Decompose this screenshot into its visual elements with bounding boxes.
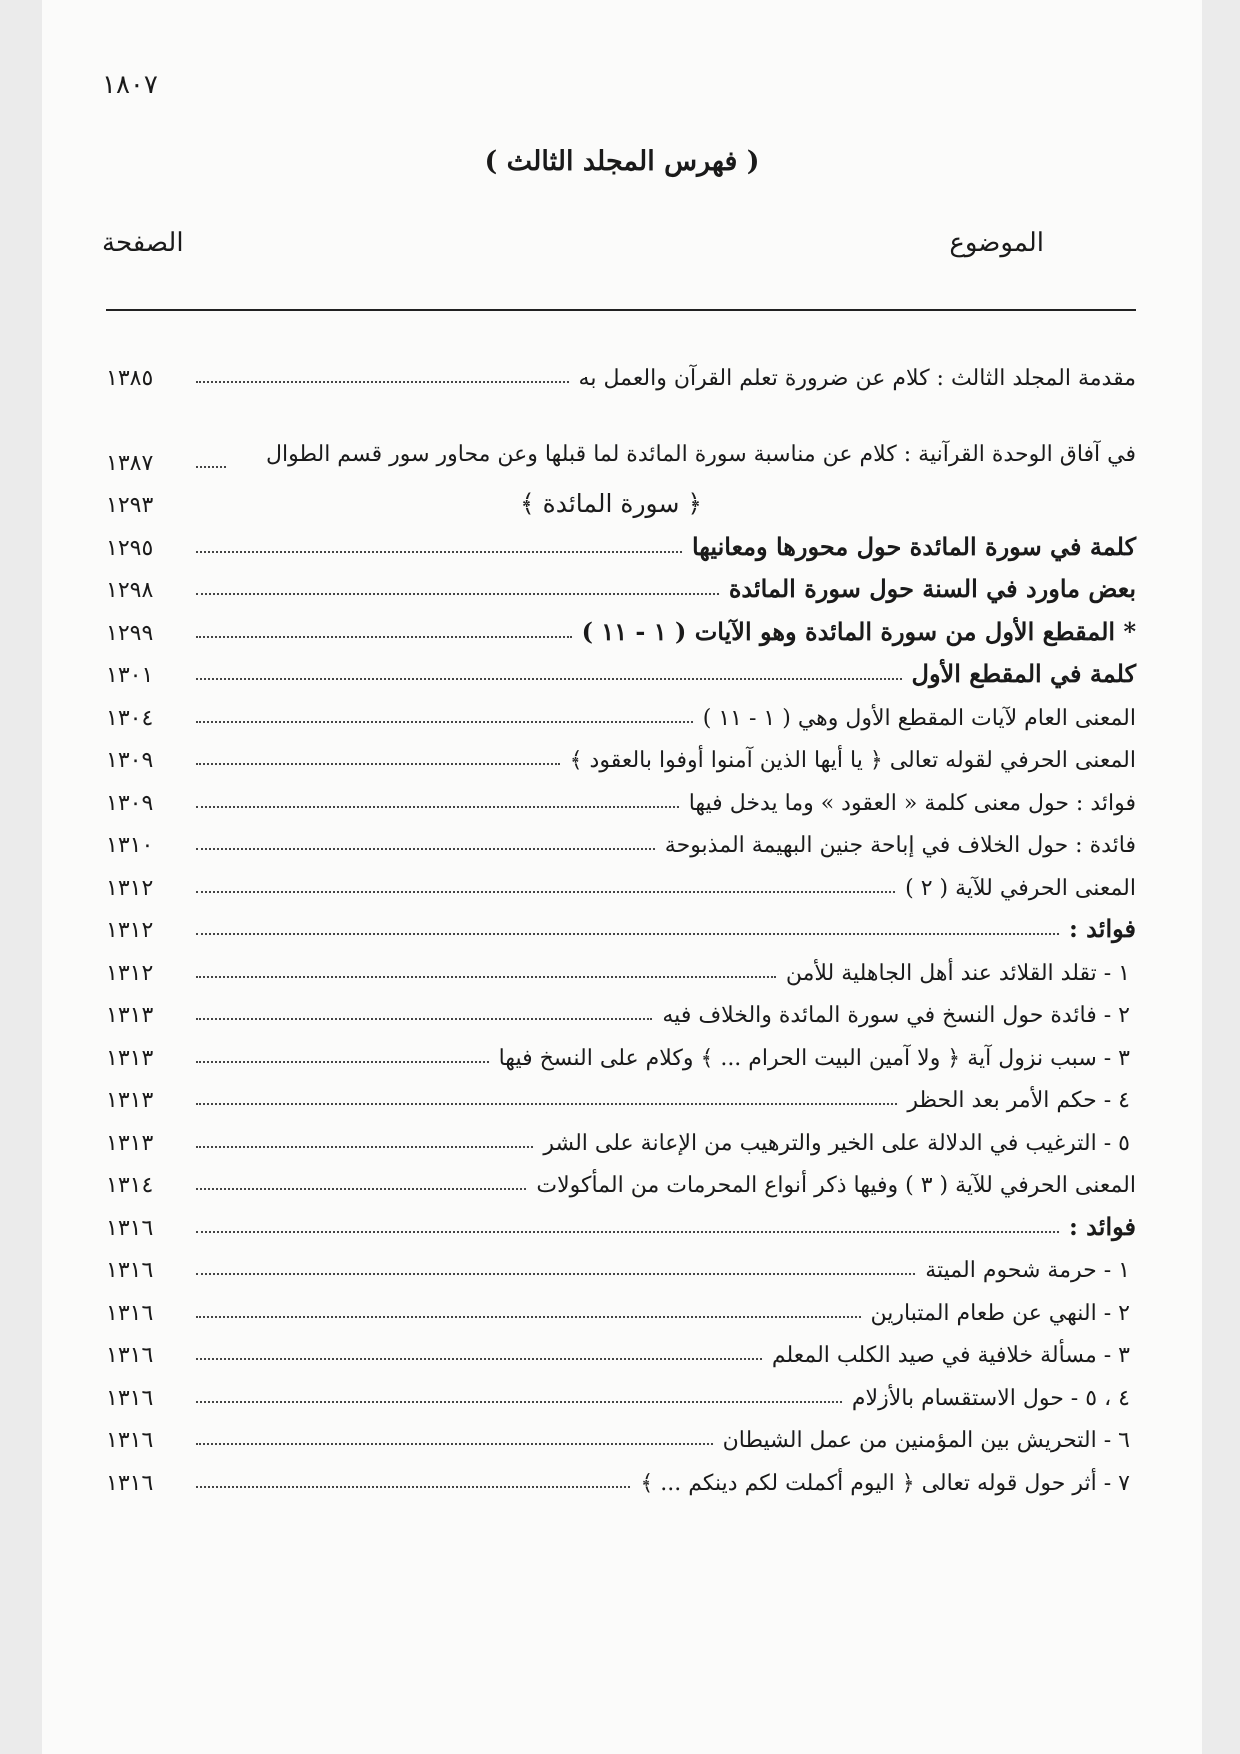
index-entry — [106, 1071, 1136, 1114]
surah-heading: ﴿ سورة المائدة ﴾ — [520, 489, 702, 518]
entry-page: ١٢٩٥ — [106, 535, 154, 561]
entry-text: ١ - حرمة شحوم الميتة — [925, 1258, 1130, 1283]
leader-dots — [196, 806, 679, 808]
entry-page: ١٣١٤ — [106, 1173, 154, 1198]
index-entry — [106, 943, 1136, 986]
entry-page: ١٣٠١ — [106, 663, 154, 688]
index-entry — [106, 1241, 1136, 1284]
index-entry — [106, 1113, 1136, 1156]
leader-dots — [196, 1273, 915, 1275]
document-page — [42, 0, 1202, 1754]
leader-dots — [196, 1486, 630, 1488]
index-entry — [106, 688, 1136, 731]
index-entry — [106, 518, 1136, 561]
entry-page: ١٣٠٩ — [106, 790, 154, 816]
entry-page: ١٣١٦ — [106, 1385, 154, 1411]
leader-dots — [196, 381, 569, 383]
entry-text: ٢ - فائدة حول النسخ في سورة المائدة والخلاف فيه — [662, 1003, 1130, 1028]
entry-text: ٧ - أثر حول قوله تعالى ﴿ اليوم أكملت لكم دينكم ... ﴾ — [640, 1470, 1130, 1496]
leader-dots — [196, 1316, 861, 1318]
entry-page: ١٢٩٣ — [106, 493, 154, 518]
index-entries — [106, 348, 1136, 1496]
leader-dots — [196, 551, 682, 553]
column-header-topic: الموضوع — [949, 228, 1044, 258]
leader-dots — [196, 678, 902, 680]
index-title: ( فهرس المجلد الثالث ) — [484, 146, 760, 177]
entry-text: كلمة في المقطع الأول — [911, 659, 1136, 688]
index-entry — [106, 603, 1136, 646]
index-entry — [106, 391, 1136, 476]
entry-page: ١٣١٦ — [106, 1215, 154, 1241]
leader-dots — [196, 1231, 1059, 1233]
entry-text: فوائد : — [1068, 914, 1136, 943]
entry-text: فائدة : حول الخلاف في إباحة جنين البهيمة المذبوحة — [664, 833, 1136, 858]
entry-page: ١٣١٣ — [106, 1045, 154, 1071]
leader-dots — [196, 976, 776, 978]
entry-text: ٣ - مسألة خلافية في صيد الكلب المعلم — [771, 1343, 1130, 1368]
entry-text: ٦ - التحريش بين المؤمنين من عمل الشيطان — [722, 1428, 1130, 1453]
entry-text: * المقطع الأول من سورة المائدة وهو الآيات ( ١ - ١١ ) — [581, 616, 1136, 646]
entry-text: المعنى الحرفي لقوله تعالى ﴿ يا أيها الذين آمنوا أوفوا بالعقود ﴾ — [569, 748, 1136, 773]
entry-page: ١٢٩٩ — [106, 620, 154, 646]
index-entry — [106, 773, 1136, 816]
leader-dots — [196, 1103, 897, 1105]
leader-dots — [196, 1358, 762, 1360]
entry-text: ٢ - النهي عن طعام المتبارين — [870, 1300, 1130, 1326]
entry-page: ١٣١٠ — [106, 833, 154, 858]
entry-text: ١ - تقلد القلائد عند أهل الجاهلية للأمن — [785, 960, 1130, 986]
index-entry — [106, 646, 1136, 689]
leader-dots — [196, 1146, 533, 1148]
entry-text: بعض ماورد في السنة حول سورة المائدة — [728, 574, 1136, 603]
index-entry — [106, 901, 1136, 944]
leader-dots — [196, 593, 719, 595]
index-entry — [106, 1411, 1136, 1454]
leader-dots — [196, 466, 226, 468]
index-entry — [106, 731, 1136, 774]
entry-page: ١٣٨٧ — [106, 450, 154, 476]
entry-text: المعنى العام لآيات المقطع الأول وهي ( ١ - ١١ ) — [702, 705, 1136, 731]
index-entry — [106, 858, 1136, 901]
leader-dots — [196, 1018, 652, 1020]
page-number: ١٨٠٧ — [102, 70, 158, 100]
entry-page: ١٣١٢ — [106, 918, 154, 943]
index-entry — [106, 1283, 1136, 1326]
leader-dots — [196, 636, 572, 638]
column-header-page: الصفحة — [102, 228, 184, 258]
leader-dots — [196, 891, 895, 893]
entry-text: كلمة في سورة المائدة حول محورها ومعانيها — [691, 531, 1136, 561]
leader-dots — [196, 1061, 489, 1063]
entry-page: ١٣١٦ — [106, 1343, 154, 1368]
entry-text: في آفاق الوحدة القرآنية : كلام عن مناسبة سورة المائدة لما قبلها وعن محاور سور قسم الطوال — [265, 441, 1136, 467]
index-entry — [106, 561, 1136, 604]
entry-text: مقدمة المجلد الثالث : كلام عن ضرورة تعلم القرآن والعمل به — [578, 365, 1136, 391]
index-entry — [106, 1326, 1136, 1369]
entry-text: المعنى الحرفي للآية ( ٣ ) وفيها ذكر أنواع المحرمات من المأكولات — [536, 1173, 1136, 1198]
entry-text: ٣ - سبب نزول آية ﴿ ولا آمين البيت الحرام ... ﴾ وكلام على النسخ فيها — [498, 1045, 1130, 1071]
index-entry — [106, 816, 1136, 859]
leader-dots — [196, 763, 560, 765]
entry-page: ١٢٩٨ — [106, 578, 154, 603]
entry-page: ١٣١٦ — [106, 1300, 154, 1326]
entry-page: ١٣١٦ — [106, 1258, 154, 1283]
index-entry — [106, 1156, 1136, 1199]
leader-dots — [196, 1401, 842, 1403]
entry-page: ١٣١٢ — [106, 960, 154, 986]
index-entry — [106, 476, 1136, 519]
leader-dots — [196, 933, 1059, 935]
leader-dots — [196, 721, 693, 723]
index-entry — [106, 1198, 1136, 1241]
entry-page: ١٣١٣ — [106, 1088, 154, 1113]
entry-text: المعنى الحرفي للآية ( ٢ ) — [905, 875, 1136, 901]
header-rule — [106, 309, 1136, 311]
entry-page: ١٣١٣ — [106, 1003, 154, 1028]
entry-text: فوائد : — [1068, 1211, 1136, 1241]
entry-page: ١٣١٦ — [106, 1428, 154, 1453]
entry-text: ٤ - حكم الأمر بعد الحظر — [907, 1088, 1130, 1113]
index-entry — [106, 1028, 1136, 1071]
entry-page: ١٣٠٤ — [106, 705, 154, 731]
index-entry — [106, 348, 1136, 391]
entry-text: فوائد : حول معنى كلمة « العقود » وما يدخل فيها — [688, 790, 1136, 816]
entry-text: ٤ ، ٥ - حول الاستقسام بالأزلام — [851, 1385, 1130, 1411]
entry-page: ١٣١٣ — [106, 1130, 154, 1156]
leader-dots — [196, 848, 655, 850]
index-entry — [106, 1368, 1136, 1411]
leader-dots — [196, 1443, 713, 1445]
entry-page: ١٣٨٥ — [106, 365, 154, 391]
entry-page: ١٣١٦ — [106, 1470, 154, 1496]
leader-dots — [196, 1188, 526, 1190]
index-entry — [106, 1453, 1136, 1496]
index-entry — [106, 986, 1136, 1029]
entry-text: ٥ - الترغيب في الدلالة على الخير والترهيب من الإعانة على الشر — [543, 1130, 1130, 1156]
entry-page: ١٣١٢ — [106, 875, 154, 901]
entry-page: ١٣٠٩ — [106, 748, 154, 773]
